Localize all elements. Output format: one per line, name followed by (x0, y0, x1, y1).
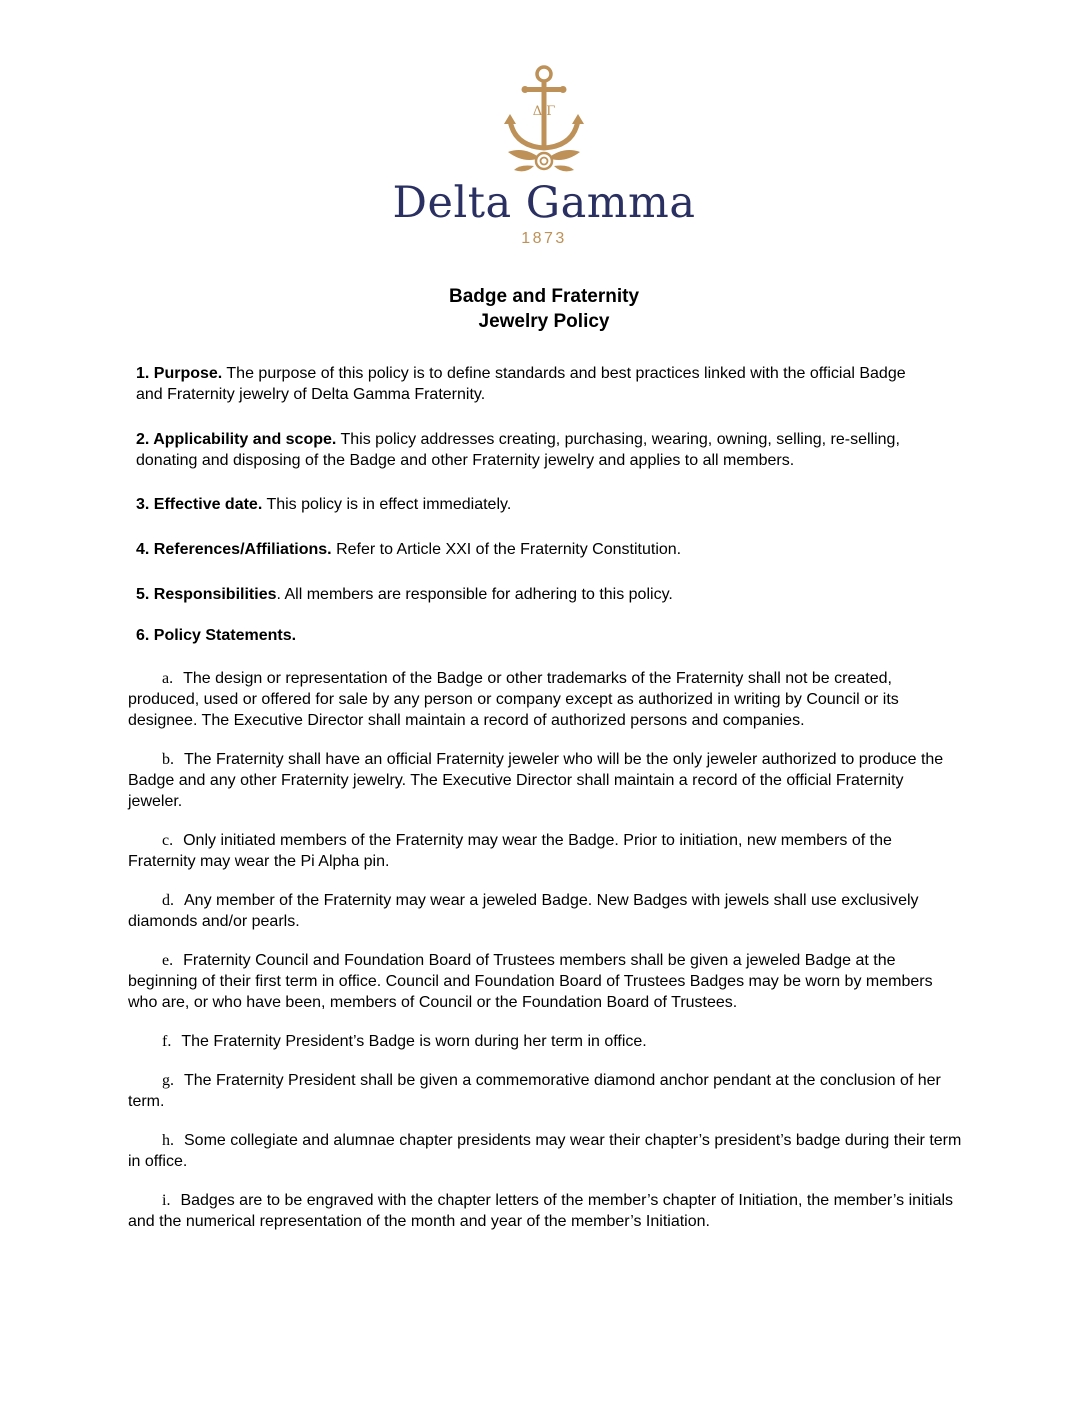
policy-statements-list (128, 668, 962, 1250)
section-text: The purpose of this policy is to define standards and best practices linked with the official Badge and Fraternity jewelry of Delta Gamma Fraternity. (136, 365, 906, 403)
policy-item-h (128, 1130, 962, 1172)
section-heading: 3. Effective date. (136, 496, 263, 513)
item-marker: h. (162, 1132, 174, 1149)
policy-item-i (128, 1190, 962, 1232)
greek-letters: Δ Γ (532, 104, 556, 119)
anchor-icon (494, 62, 594, 174)
delta-gamma-logo (0, 62, 1088, 248)
section-references (136, 539, 936, 560)
section-effective-date (136, 494, 936, 515)
section-purpose (136, 363, 936, 405)
item-marker: a. (162, 670, 174, 687)
item-marker: c. (162, 832, 174, 849)
title-line-1: Badge and Fraternity (448, 286, 640, 307)
section-text: This policy is in effect immediately. (262, 496, 512, 513)
item-text: Badges are to be engraved with the chapter letters of the member’s chapter of Initiation, the member’s initials and the numerical representation of the month and year of the member’s Initiation. (128, 1192, 954, 1230)
section-heading: 5. Responsibilities (136, 586, 277, 603)
policy-item-a (128, 668, 962, 731)
item-marker: g. (162, 1072, 174, 1089)
section-heading: 1. Purpose. (136, 365, 223, 382)
policy-item-e (128, 950, 962, 1013)
section-heading: 4. References/Affiliations. (136, 541, 332, 558)
section-text: This policy addresses creating, purchasing, wearing, owning, selling, re-selling, donating and disposing of the Badge and other Fraternity jewelry and applies to all members. (136, 431, 900, 469)
section-heading: 2. Applicability and scope. (136, 431, 337, 448)
item-marker: i. (162, 1192, 171, 1209)
item-marker: d. (162, 892, 174, 909)
policy-item-c (128, 830, 962, 872)
item-text: The Fraternity President shall be given a commemorative diamond anchor pendant at the conclusion of her term. (128, 1072, 941, 1110)
section-text: . All members are responsible for adhering to this policy. (276, 586, 673, 603)
item-text: Any member of the Fraternity may wear a jeweled Badge. New Badges with jewels shall use exclusively diamonds and/or pearls. (128, 892, 919, 930)
item-text: The Fraternity shall have an official Fraternity jeweler who will be the only jeweler authorized to produce the Badge and any other Fraternity jewelry. The Executive Director shall maintain a record of the official Fraternity jeweler. (128, 751, 944, 810)
policy-item-d (128, 890, 962, 932)
item-marker: f. (162, 1033, 172, 1050)
item-text: Only initiated members of the Fraternity may wear the Badge. Prior to initiation, new members of the Fraternity may wear the Pi Alpha pin. (128, 832, 892, 870)
item-text: Fraternity Council and Foundation Board of Trustees members shall be given a jeweled Badge at the beginning of their first term in office. Council and Foundation Board of Trustees Badges may be worn by members who are, or who have been, members of Council or the Foundation Board of Trustees. (128, 952, 933, 1011)
section-responsibilities (136, 584, 936, 605)
logo-year: 1873 (521, 230, 567, 247)
document-title (0, 284, 1088, 334)
policy-item-b (128, 749, 962, 812)
item-marker: b. (162, 751, 174, 768)
item-marker: e. (162, 952, 174, 969)
item-text: Some collegiate and alumnae chapter presidents may wear their chapter’s president’s badge during their term in office. (128, 1132, 962, 1170)
title-line-2: Jewelry Policy (478, 311, 610, 332)
policy-item-g (128, 1070, 962, 1112)
item-text: The Fraternity President’s Badge is worn during her term in office. (181, 1033, 647, 1050)
section-applicability (136, 429, 936, 471)
logo-wordmark: Delta Gamma (392, 178, 696, 228)
section-heading: 6. Policy Statements. (136, 627, 297, 644)
policy-item-f (128, 1031, 962, 1052)
section-policy-statements (136, 625, 936, 646)
section-text: Refer to Article XXI of the Fraternity Constitution. (331, 541, 682, 558)
item-text: The design or representation of the Badge or other trademarks of the Fraternity shall not be created, produced, used or offered for sale by any person or company except as authorized in writing by Council or its designee. The Executive Director shall maintain a record of authorized persons and companies. (128, 670, 899, 729)
